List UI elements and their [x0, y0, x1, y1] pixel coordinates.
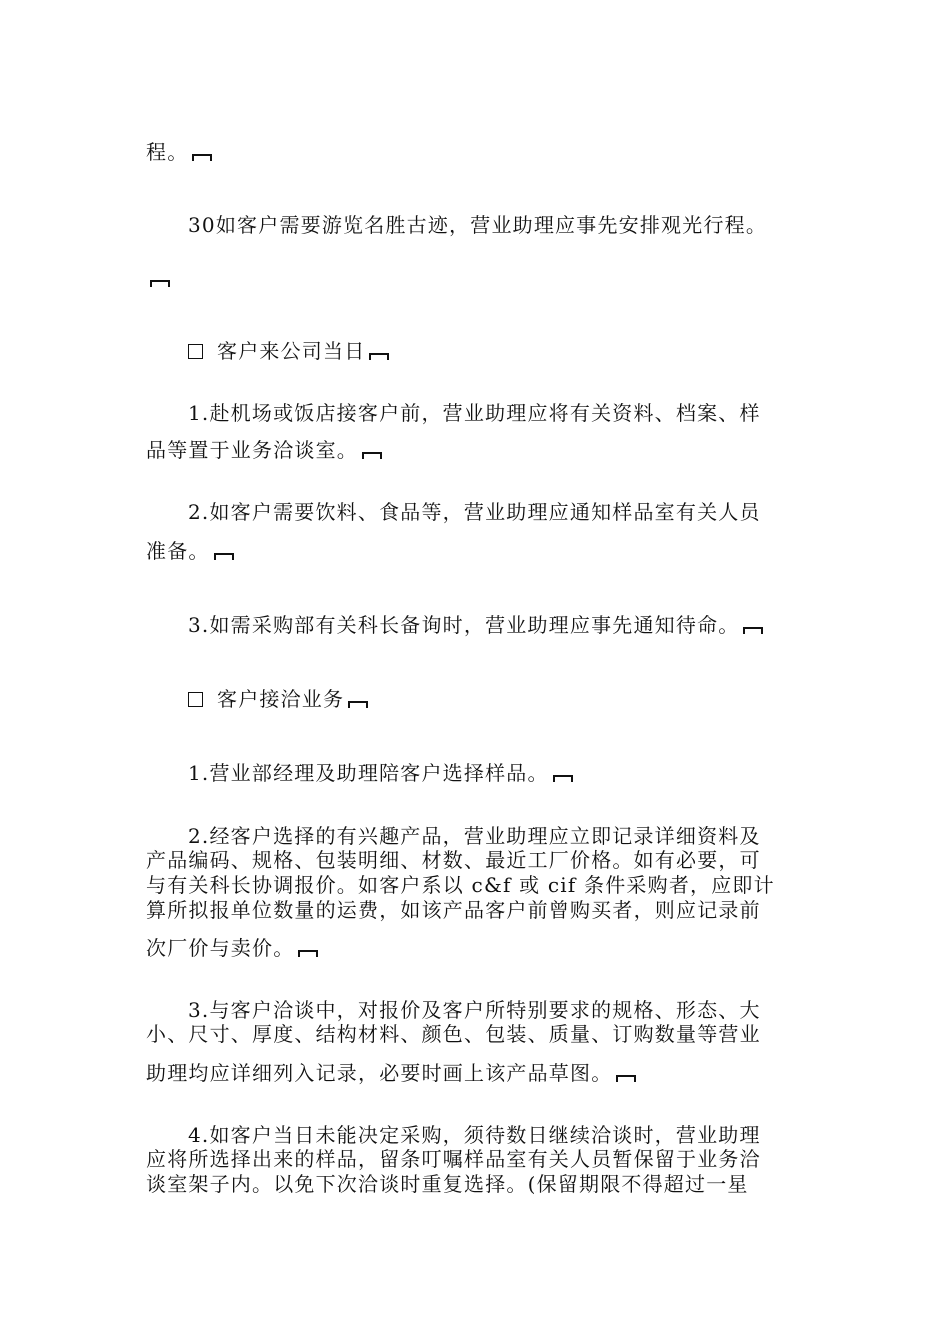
- text-line: [146, 1061, 636, 1085]
- text-line: [146, 936, 318, 960]
- line-text: 1.营业部经理及助理陪客户选择样品。: [188, 761, 549, 785]
- line-text: 3.如需采购部有关科长备询时，营业助理应事先通知待命。: [188, 613, 740, 637]
- paragraph-mark-icon: [348, 701, 368, 708]
- text-line: [146, 898, 761, 922]
- text-line: [188, 613, 763, 637]
- paragraph-mark-icon: [616, 1075, 636, 1082]
- line-text: 30如客户需要游览名胜古迹，营业助理应事先安排观光行程。: [188, 213, 768, 237]
- paragraph-mark-icon: [214, 553, 234, 560]
- paragraph-mark-icon: [362, 452, 382, 459]
- section-heading: [188, 687, 368, 711]
- line-text: 4.如客户当日未能决定采购，须待数日继续洽谈时，营业助理: [188, 1123, 761, 1147]
- paragraph-mark-icon: [298, 950, 318, 957]
- heading-text: 客户来公司当日: [217, 339, 366, 363]
- text-line: [188, 824, 761, 848]
- text-line: [188, 213, 767, 237]
- text-line: [188, 500, 761, 524]
- text-line: [146, 873, 775, 897]
- line-text: 与有关科长协调报价。如客户系以 c&f 或 cif 条件采购者，应即计: [146, 873, 775, 897]
- text-line: [146, 848, 761, 872]
- text-line: [146, 438, 382, 462]
- heading-text: 客户接洽业务: [217, 687, 345, 711]
- line-text: 2.经客户选择的有兴趣产品，营业助理应立即记录详细资料及: [188, 824, 761, 848]
- paragraph-mark-icon: [743, 627, 763, 634]
- text-line: [146, 539, 234, 563]
- line-text: 2.如客户需要饮料、食品等，营业助理应通知样品室有关人员: [188, 500, 761, 524]
- checkbox-icon: [188, 692, 203, 707]
- line-text: 助理均应详细列入记录，必要时画上该产品草图。: [146, 1061, 613, 1085]
- section-heading: [188, 339, 389, 363]
- paragraph-mark-icon: [150, 280, 170, 287]
- line-text: 谈室架子内。以免下次洽谈时重复选择。(保留期限不得超过一星: [146, 1172, 749, 1196]
- paragraph-mark-icon: [192, 154, 212, 161]
- text-line: [188, 998, 761, 1022]
- line-text: 算所拟报单位数量的运费，如该产品客户前曾购买者，则应记录前: [146, 898, 761, 922]
- text-line: [146, 140, 212, 164]
- line-text: 小、尺寸、厚度、结构材料、颜色、包装、质量、订购数量等营业: [146, 1022, 761, 1046]
- line-text: 应将所选择出来的样品，留条叮嘱样品室有关人员暂保留于业务洽: [146, 1147, 761, 1171]
- paragraph-mark-icon: [369, 353, 389, 360]
- text-line: [188, 401, 761, 425]
- line-text: 次厂价与卖价。: [146, 936, 295, 960]
- line-text: 1.赴机场或饭店接客户前，营业助理应将有关资料、档案、样: [188, 401, 761, 425]
- line-text: 程。: [146, 140, 189, 164]
- text-line: [188, 1123, 761, 1147]
- line-text: 产品编码、规格、包装明细、材数、最近工厂价格。如有必要，可: [146, 848, 761, 872]
- text-line: [188, 761, 573, 785]
- paragraph-mark-icon: [553, 775, 573, 782]
- line-text: 准备。: [146, 539, 210, 563]
- line-text: 3.与客户洽谈中，对报价及客户所特别要求的规格、形态、大: [188, 998, 761, 1022]
- line-text: 品等置于业务洽谈室。: [146, 438, 358, 462]
- text-line: [146, 1022, 761, 1046]
- checkbox-icon: [188, 344, 203, 359]
- text-line: [146, 1172, 749, 1196]
- text-line: [146, 1147, 761, 1171]
